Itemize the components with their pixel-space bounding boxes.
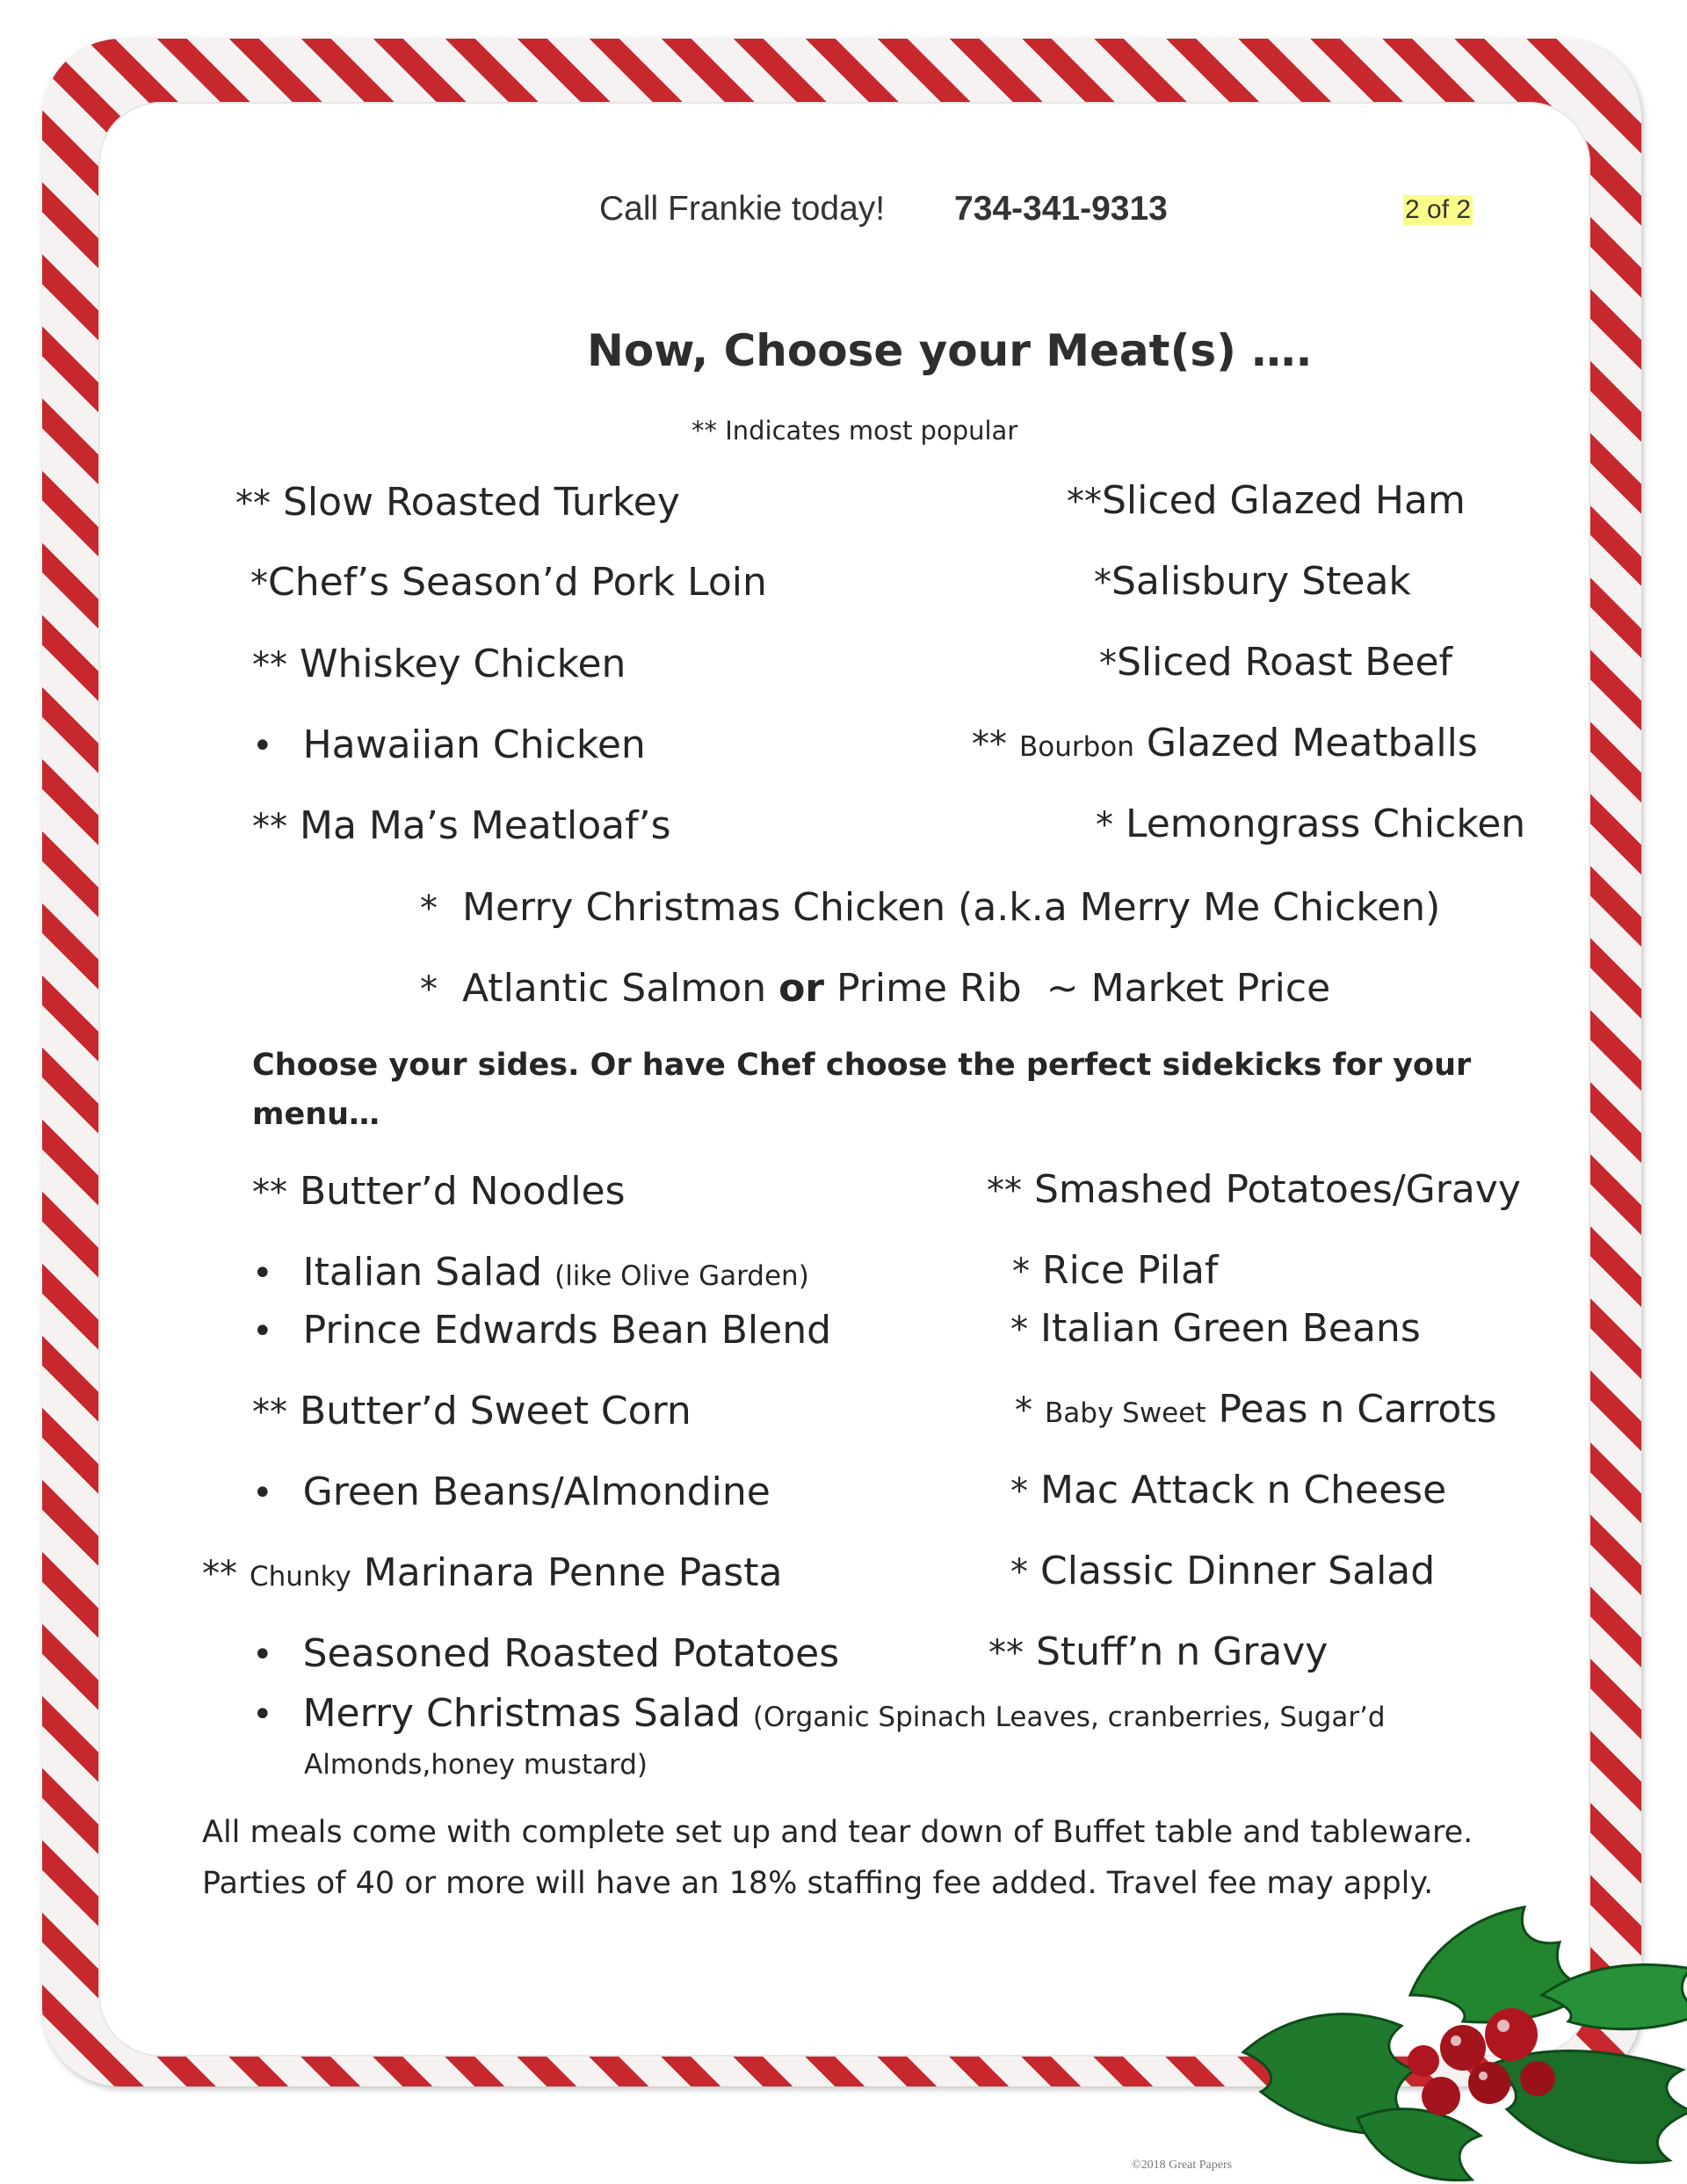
item-label: Peas n Carrots: [1218, 1387, 1497, 1432]
marker: *: [420, 889, 438, 929]
holly-icon: [1226, 1881, 1687, 2184]
item-note: (like Olive Garden): [554, 1260, 809, 1292]
item-label: Marinara Penne Pasta: [363, 1550, 783, 1595]
item-label: Salisbury Steak: [1111, 559, 1411, 604]
marker: *: [1096, 805, 1113, 845]
item-label: Glazed Meatballs: [1146, 721, 1478, 765]
item-label: Seasoned Roasted Potatoes: [302, 1631, 840, 1676]
item-label: Ma Ma’s Meatloaf’s: [300, 803, 671, 848]
list-item: [987, 1167, 1521, 1212]
marker: **: [988, 1633, 1024, 1673]
marker: *: [250, 563, 268, 604]
item-label: Green Beans/Almondine: [302, 1469, 771, 1514]
marker: *: [420, 969, 438, 1010]
call-text: Call Frankie today!: [599, 190, 886, 228]
list-item: [1096, 802, 1525, 846]
list-item: [252, 722, 646, 767]
item-note: (Organic Spinach Leaves, cranberries, Sugar’d: [752, 1701, 1386, 1733]
marker: *: [1015, 1390, 1032, 1431]
marker: **: [972, 724, 1007, 765]
item-label: Smashed Potatoes/Gravy: [1034, 1167, 1521, 1212]
item-label: Stuff’n n Gravy: [1036, 1629, 1329, 1674]
item-label: Italian Green Beans: [1040, 1306, 1421, 1351]
marker: *: [1012, 1252, 1030, 1292]
item-label: Italian Salad: [302, 1250, 543, 1295]
item-label: Slow Roasted Turkey: [283, 480, 680, 525]
marker: **: [252, 1392, 287, 1433]
item-label: Chef’s Season’d Pork Loin: [268, 560, 767, 605]
page-indicator: 2 of 2: [1405, 195, 1472, 224]
marker: *: [1099, 643, 1117, 684]
item-label: Prince Edwards Bean Blend: [302, 1308, 832, 1353]
item-label: Mac Attack n Cheese: [1040, 1468, 1447, 1513]
marker: **: [987, 1171, 1022, 1211]
list-item: [252, 1631, 839, 1676]
marker: *: [1010, 1310, 1028, 1350]
item-label: Butter’d Sweet Corn: [300, 1389, 691, 1433]
item-note-continued: Almonds,honey mustard): [304, 1749, 648, 1781]
list-item: [420, 885, 1440, 930]
list-item: [250, 560, 767, 605]
bullet-icon: •: [252, 726, 273, 766]
bullet-icon: •: [252, 1253, 273, 1294]
item-label: Prime Rib: [836, 966, 1022, 1011]
item-label: Whiskey Chicken: [300, 642, 626, 686]
bullet-icon: •: [252, 1473, 273, 1513]
marker: **: [252, 645, 287, 686]
item-label: Merry Christmas Salad: [302, 1691, 741, 1736]
marker: **: [252, 1172, 287, 1213]
list-item: [1010, 1468, 1446, 1513]
list-item: [252, 1250, 809, 1295]
list-item: [988, 1629, 1328, 1674]
list-item: [1099, 640, 1452, 685]
item-label: Hawaiian Chicken: [302, 722, 646, 767]
item-joiner: or: [778, 966, 825, 1011]
marker: **: [235, 483, 271, 524]
item-label: Butter’d Noodles: [300, 1169, 626, 1214]
list-item: [252, 1691, 1386, 1736]
list-item: [252, 1169, 626, 1214]
marker: **: [202, 1554, 237, 1594]
item-label: Rice Pilaf: [1042, 1248, 1219, 1293]
bullet-icon: •: [252, 1635, 273, 1675]
item-label: Classic Dinner Salad: [1040, 1549, 1436, 1593]
list-item: [252, 1389, 691, 1433]
marker: *: [1094, 562, 1111, 603]
bullet-icon: •: [252, 1694, 273, 1735]
item-label: Sliced Roast Beef: [1117, 640, 1453, 685]
list-item: [252, 803, 671, 848]
list-item: [972, 721, 1478, 765]
list-item: [1094, 559, 1411, 604]
meats-heading: Now, Choose your Meat(s) ….: [587, 325, 1313, 376]
price-note: ~ Market Price: [1046, 966, 1331, 1011]
list-item: [252, 1308, 831, 1353]
item-label: Sliced Glazed Ham: [1102, 478, 1466, 523]
item-prefix: Chunky: [250, 1561, 351, 1593]
list-item: [1012, 1248, 1219, 1293]
phone-number: 734-341-9313: [954, 190, 1168, 228]
marker: **: [1067, 482, 1102, 522]
marker: *: [1010, 1552, 1028, 1593]
copyright: ©2018 Great Papers: [1132, 2159, 1233, 2172]
list-item: [252, 642, 626, 686]
item-label: Lemongrass Chicken: [1126, 802, 1526, 846]
item-label: Atlantic Salmon: [461, 966, 767, 1011]
bullet-icon: •: [252, 1311, 273, 1352]
popular-note: ** Indicates most popular: [691, 416, 1018, 446]
item-prefix: Bourbon: [1019, 731, 1134, 763]
list-item: [252, 1469, 771, 1514]
list-item: [1067, 478, 1466, 523]
marker: **: [252, 807, 287, 847]
marker: *: [1010, 1471, 1028, 1512]
list-item: [202, 1550, 782, 1595]
list-item: [420, 966, 1330, 1011]
list-item: [1010, 1306, 1421, 1351]
list-item: [1010, 1549, 1435, 1593]
item-prefix: Baby Sweet: [1045, 1397, 1206, 1429]
list-item: [1015, 1387, 1497, 1432]
sides-intro: Choose your sides. Or have Chef choose the perfect sidekicks for your menu…: [252, 1048, 1472, 1132]
item-label: Merry Christmas Chicken (a.k.a Merry Me Chicken): [461, 885, 1441, 930]
list-item: [235, 480, 680, 525]
footer-note: All meals come with complete set up and tear down of Buffet table and tableware. Parties of 40 or more will have an 18% staffing fee added. Travel fee may apply.: [202, 1815, 1473, 1901]
